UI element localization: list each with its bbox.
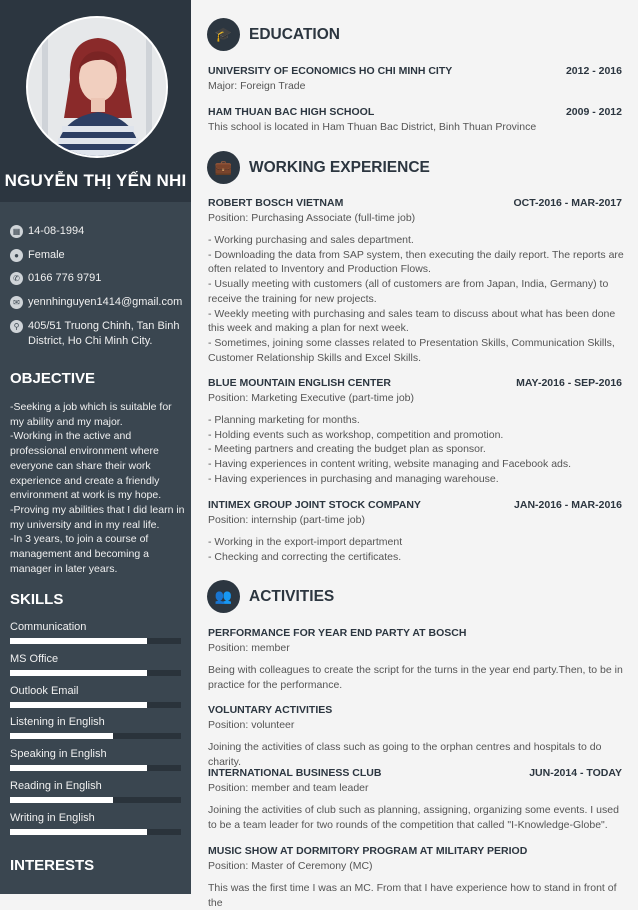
education-heading xyxy=(207,18,340,51)
address-row xyxy=(10,319,190,349)
job-position: Position: Marketing Executive (part-time job) xyxy=(208,392,414,404)
skill-label: Writing in English xyxy=(10,812,95,824)
job-position: Position: Purchasing Associate (full-time job) xyxy=(208,212,416,224)
job-dates: OCT-2016 - MAR-2017 xyxy=(513,197,622,209)
skill-label: Listening in English xyxy=(10,716,105,728)
gender-text: Female xyxy=(28,249,65,261)
skill-bar xyxy=(10,733,181,739)
skill-bar-fill xyxy=(10,765,147,771)
education-title: EDUCATION xyxy=(249,25,340,43)
profile-photo-illustration xyxy=(28,18,166,156)
job-description: - Planning marketing for months. - Holding events such as workshop, competition and promotion. - Meeting partners and creating the budget plan as sponsor. - Having experiences in content writing, website managing and Facebook ads. - Having experiences in purchasing and managing warehouse. xyxy=(208,414,572,485)
briefcase-icon: 💼 xyxy=(207,151,240,184)
job-description: - Working purchasing and sales department. - Downloading the data from SAP system, then executing the daily report. The reports are often related to Inventory and Production Flows. - Usually meeting with customers (all of customers are from Japan, India, Germany) to receive the training for new projects. - Weekly meeting with purchasing and sales team to discuss about what has been done this week and making a plan for next week. - Sometimes, joining some classes related to Presentation Skills, Communication Skills, Customer Relationship Skills and Excel Skills. xyxy=(208,234,624,364)
profile-photo xyxy=(26,16,168,158)
education-dates: 2009 - 2012 xyxy=(565,106,622,118)
profile-name: NGUYỄN THỊ YẾN NHI xyxy=(4,171,187,190)
skill-bar xyxy=(10,702,181,708)
phone-icon: ✆ xyxy=(10,272,23,285)
skills-title: SKILLS xyxy=(10,591,64,608)
job-position: Position: internship (part-time job) xyxy=(208,514,365,526)
user-icon: ● xyxy=(10,249,23,262)
skill-item xyxy=(10,812,181,835)
skill-bar-fill xyxy=(10,670,147,676)
main-content xyxy=(191,0,638,909)
job-company: INTIMEX GROUP JOINT STOCK COMPANY xyxy=(208,499,421,511)
experience-heading xyxy=(207,151,430,184)
skill-bar xyxy=(10,797,181,803)
activity-name: INTERNATIONAL BUSINESS CLUB xyxy=(208,767,382,779)
skill-item xyxy=(10,621,181,644)
skill-bar xyxy=(10,670,181,676)
education-school: HAM THUAN BAC HIGH SCHOOL xyxy=(208,106,375,118)
education-dates: 2012 - 2016 xyxy=(565,65,622,77)
skill-label: Communication xyxy=(10,621,87,633)
people-icon: 👥 xyxy=(207,580,240,613)
skill-item xyxy=(10,780,181,803)
birthdate-text: 14-08-1994 xyxy=(28,225,85,237)
phone-row xyxy=(10,271,190,286)
email-row xyxy=(10,295,190,310)
activities-heading xyxy=(207,580,334,613)
skill-item xyxy=(10,653,181,676)
skill-bar-fill xyxy=(10,797,113,803)
activities-title: ACTIVITIES xyxy=(249,587,335,605)
skill-label: Reading in English xyxy=(10,780,102,792)
activity-position: Position: Master of Ceremony (MC) xyxy=(208,860,373,872)
skill-bar-fill xyxy=(10,702,147,708)
activity-name: MUSIC SHOW AT DORMITORY PROGRAM AT MILITARY PERIOD xyxy=(208,845,528,857)
skill-bar xyxy=(10,829,181,835)
objective-title: OBJECTIVE xyxy=(10,370,96,387)
skill-item xyxy=(10,716,181,739)
email-text: yennhinguyen1414@gmail.com xyxy=(28,296,183,308)
activity-position: Position: volunteer xyxy=(208,719,295,731)
education-detail: Major: Foreign Trade xyxy=(208,80,306,92)
job-dates: JAN-2016 - MAR-2016 xyxy=(514,499,622,511)
gender-row xyxy=(10,248,190,263)
activity-name: VOLUNTARY ACTIVITIES xyxy=(208,704,333,716)
job-company: BLUE MOUNTAIN ENGLISH CENTER xyxy=(208,377,391,389)
activity-dates: JUN-2014 - TODAY xyxy=(529,767,622,779)
sidebar xyxy=(0,0,191,894)
job-company: ROBERT BOSCH VIETNAM xyxy=(208,197,344,209)
profile-header xyxy=(0,0,191,202)
activity-description: Being with colleagues to create the script for the turns in the year end party.Then, to be in practice for the performance. xyxy=(208,664,623,691)
phone-text: 0166 776 9791 xyxy=(28,272,102,284)
activity-description: Joining the activities of class such as going to the orphan centres and hospitals to do charity. xyxy=(208,741,602,768)
education-detail: This school is located in Ham Thuan Bac District, Binh Thuan Province xyxy=(208,121,537,133)
job-description: - Working in the export-import department - Checking and correcting the certificates. xyxy=(208,536,403,563)
address-text: 405/51 Truong Chinh, Tan Binh District, Ho Chi Minh City. xyxy=(28,320,180,347)
birthdate-row xyxy=(10,224,190,239)
activity-position: Position: member xyxy=(208,642,290,654)
graduation-cap-icon: 🎓 xyxy=(207,18,240,51)
skill-label: Speaking in English xyxy=(10,748,107,760)
skill-item xyxy=(10,685,181,708)
email-icon: ✉ xyxy=(10,296,23,309)
skill-bar xyxy=(10,638,181,644)
skill-bar xyxy=(10,765,181,771)
activity-description: This was the first time I was an MC. From that I have experience how to stand in front of the xyxy=(208,882,617,909)
location-icon: ⚲ xyxy=(10,320,23,333)
skill-bar-fill xyxy=(10,829,147,835)
skill-label: Outlook Email xyxy=(10,685,79,697)
objective-text: -Seeking a job which is suitable for my ability and my major. -Working in the active and professional environment where everyone can share their work experience and create a friendly environment at work is my hope. -Proving my abilities that I did learn in my university and in my real life. -In 3 years, to join a course of management and becoming a manager in later years. xyxy=(10,401,185,575)
interests-title: INTERESTS xyxy=(10,857,95,874)
skill-label: MS Office xyxy=(10,653,59,665)
job-dates: MAY-2016 - SEP-2016 xyxy=(516,377,622,389)
skill-bar-fill xyxy=(10,638,147,644)
activity-name: PERFORMANCE FOR YEAR END PARTY AT BOSCH xyxy=(208,627,467,639)
calendar-icon: ▦ xyxy=(10,225,23,238)
experience-title: WORKING EXPERIENCE xyxy=(249,158,430,176)
skill-item xyxy=(10,748,181,771)
activity-position: Position: member and team leader xyxy=(208,782,369,794)
education-school: UNIVERSITY OF ECONOMICS HO CHI MINH CITY xyxy=(208,65,453,77)
skill-bar-fill xyxy=(10,733,113,739)
activity-description: Joining the activities of club such as planning, assigning, organizing some events. I used to be a team leader for two rounds of the competition that called "I-Knowledge-Globe". xyxy=(208,804,619,831)
